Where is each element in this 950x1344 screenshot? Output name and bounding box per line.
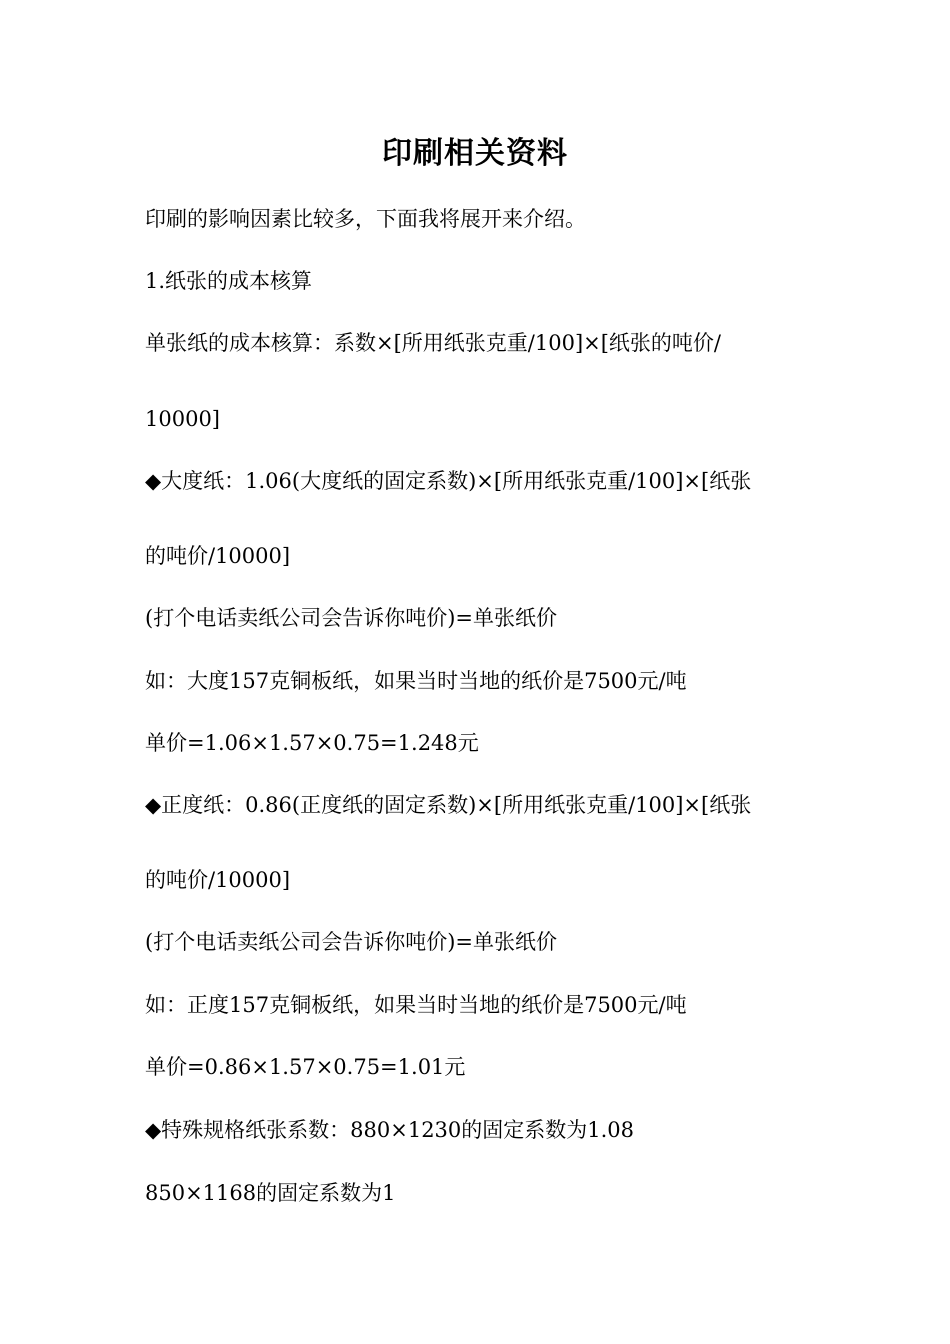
bullet-standard-format-paper-cont: 的吨价/10000] <box>145 868 291 892</box>
bullet-large-format-paper: ◆大度纸：1.06(大度纸的固定系数)×[所用纸张克重/100]×[纸张 <box>145 469 752 493</box>
section-heading-paper-cost: 1.纸张的成本核算 <box>145 269 313 293</box>
formula-single-sheet-cont: 10000] <box>145 407 220 431</box>
unit-price-standard-format: 单价=0.86×1.57×0.75=1.01元 <box>145 1055 466 1079</box>
note-ton-price-1: (打个电话卖纸公司会告诉你吨价)=单张纸价 <box>145 606 557 630</box>
bullet-large-format-paper-cont: 的吨价/10000] <box>145 544 291 568</box>
note-ton-price-2: (打个电话卖纸公司会告诉你吨价)=单张纸价 <box>145 930 557 954</box>
example-large-format: 如：大度157克铜板纸，如果当时当地的纸价是7500元/吨 <box>145 669 687 693</box>
unit-price-large-format: 单价=1.06×1.57×0.75=1.248元 <box>145 731 479 755</box>
bullet-standard-format-paper: ◆正度纸：0.86(正度纸的固定系数)×[所用纸张克重/100]×[纸张 <box>145 793 752 817</box>
special-size-coefficient-2: 850×1168的固定系数为1 <box>145 1181 396 1205</box>
page-title: 印刷相关资料 <box>382 136 568 171</box>
formula-single-sheet: 单张纸的成本核算：系数×[所用纸张克重/100]×[纸张的吨价/ <box>145 331 722 355</box>
intro-paragraph: 印刷的影响因素比较多，下面我将展开来介绍。 <box>145 207 586 231</box>
example-standard-format: 如：正度157克铜板纸，如果当时当地的纸价是7500元/吨 <box>145 993 687 1017</box>
bullet-special-size-coefficient: ◆特殊规格纸张系数：880×1230的固定系数为1.08 <box>145 1118 635 1142</box>
